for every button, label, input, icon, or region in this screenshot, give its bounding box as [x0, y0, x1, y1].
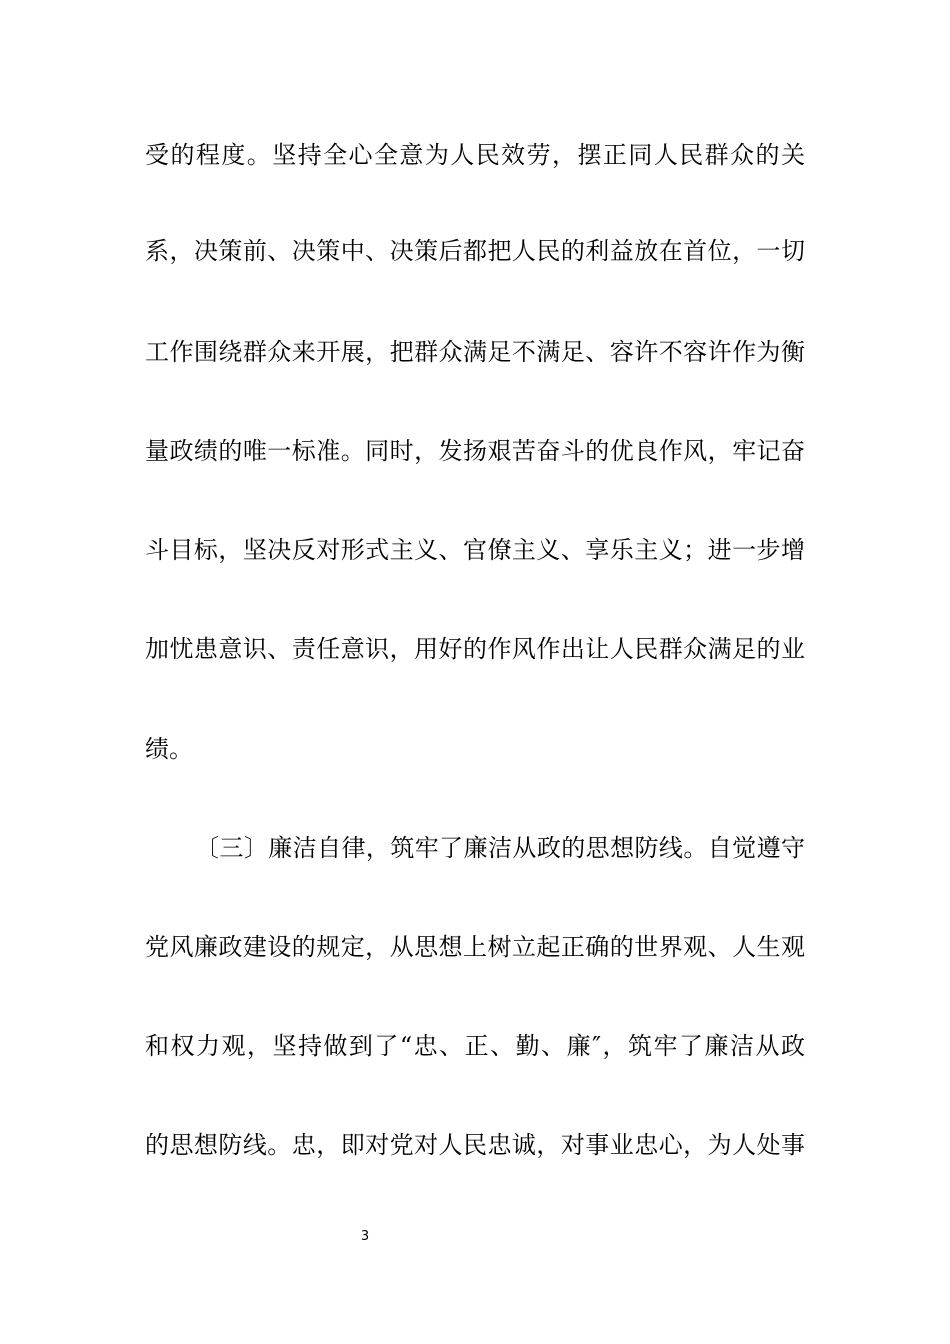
body-text-line: 的思想防线。忠，即对党对人民忠诚，对事业忠心，为人处事	[145, 1131, 805, 1159]
body-text-line: 绩。	[145, 735, 193, 763]
body-text-line: 党风廉政建设的规定，从思想上树立起正确的世界观、人生观	[145, 933, 805, 961]
body-text-line: 系，决策前、决策中、决策后都把人民的利益放在首位，一切	[145, 237, 805, 265]
page-number: 3	[360, 1229, 370, 1244]
section-heading-line: 〔三〕廉洁自律，筑牢了廉洁从政的思想防线。自觉遵守	[195, 834, 805, 862]
body-text-line: 加忧患意识、责任意识，用好的作风作出让人民群众满足的业	[145, 635, 805, 663]
body-text-line: 斗目标，坚决反对形式主义、官僚主义、享乐主义；进一步增	[145, 536, 805, 564]
body-text-line: 和权力观，坚持做到了“忠、正、勤、廉″，筑牢了廉洁从政	[145, 1032, 805, 1060]
body-text-line: 工作围绕群众来开展，把群众满足不满足、容许不容许作为衡	[145, 338, 805, 366]
body-text-line: 量政绩的唯一标准。同时，发扬艰苦奋斗的优良作风，牢记奋	[145, 437, 805, 465]
body-text-line: 受的程度。坚持全心全意为人民效劳，摆正同人民群众的关	[145, 141, 805, 169]
